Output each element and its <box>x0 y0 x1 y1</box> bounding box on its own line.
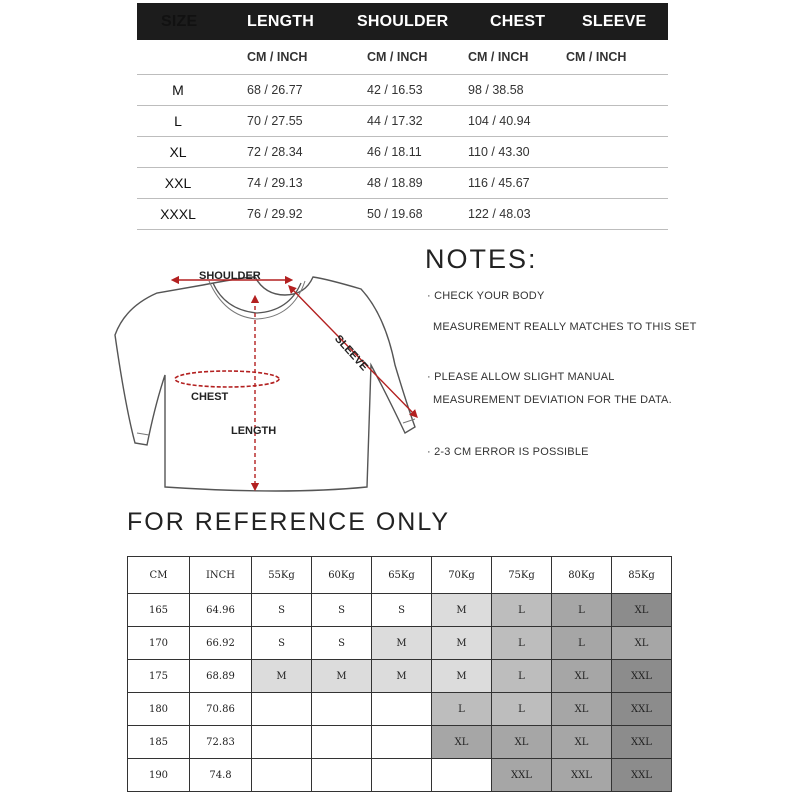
reference-cell: L <box>492 594 552 627</box>
size-row-l <box>137 106 668 137</box>
reference-header-cell: 85Kg <box>612 557 672 594</box>
chest-label: CHEST <box>191 391 229 403</box>
note-item: MEASUREMENT REALLY MATCHES TO THIS SET <box>433 321 697 333</box>
chest-cell: 98 / 38.58 <box>468 83 524 97</box>
note-item: · PLEASE ALLOW SLIGHT MANUAL <box>427 371 615 383</box>
shoulder-cell: 50 / 19.68 <box>367 207 423 221</box>
reference-cell: L <box>492 627 552 660</box>
reference-cell <box>432 759 492 792</box>
length-label: LENGTH <box>231 425 277 437</box>
shoulder-cell: 42 / 16.53 <box>367 83 423 97</box>
reference-header-cell: 70Kg <box>432 557 492 594</box>
note-item: · CHECK YOUR BODY <box>427 290 545 302</box>
size-row-xxl <box>137 168 668 199</box>
reference-cell: 180 <box>128 693 190 726</box>
length-cell: 70 / 27.55 <box>247 114 303 128</box>
reference-row <box>128 693 672 726</box>
size-cell: M <box>172 82 184 98</box>
reference-cell <box>252 726 312 759</box>
reference-cell: 185 <box>128 726 190 759</box>
length-cell: 76 / 29.92 <box>247 207 303 221</box>
reference-cell: XXL <box>612 660 672 693</box>
reference-cell: S <box>252 594 312 627</box>
size-cell: L <box>174 113 182 129</box>
reference-cell: M <box>312 660 372 693</box>
reference-cell: M <box>372 627 432 660</box>
reference-header-cell: 80Kg <box>552 557 612 594</box>
reference-cell: XXL <box>552 759 612 792</box>
reference-cell: 70.86 <box>190 693 252 726</box>
reference-cell: S <box>312 627 372 660</box>
size-row-xl <box>137 137 668 168</box>
reference-cell: XXL <box>612 759 672 792</box>
length-cell: 74 / 29.13 <box>247 176 303 190</box>
size-row-m <box>137 75 668 106</box>
header-shoulder: SHOULDER <box>357 12 449 30</box>
size-cell: XXXL <box>160 206 196 222</box>
length-cell: 72 / 28.34 <box>247 145 303 159</box>
reference-header-cell: 60Kg <box>312 557 372 594</box>
size-chart-units-row <box>137 40 668 75</box>
reference-header-cell: 75Kg <box>492 557 552 594</box>
reference-cell <box>312 693 372 726</box>
shoulder-cell: 46 / 18.11 <box>367 145 422 159</box>
reference-cell: XL <box>612 627 672 660</box>
reference-cell: XXL <box>612 726 672 759</box>
reference-cell <box>312 759 372 792</box>
reference-table <box>127 556 672 792</box>
size-chart-table <box>137 3 668 230</box>
reference-cell: S <box>372 594 432 627</box>
reference-cell: M <box>432 660 492 693</box>
reference-row <box>128 759 672 792</box>
chest-cell: 122 / 48.03 <box>468 207 531 221</box>
unit-length: CM / INCH <box>247 50 308 64</box>
reference-cell: XL <box>552 726 612 759</box>
chest-cell: 104 / 40.94 <box>468 114 531 128</box>
notes-title: NOTES: <box>425 244 538 274</box>
reference-title: FOR REFERENCE ONLY <box>127 508 451 536</box>
reference-cell <box>372 726 432 759</box>
reference-cell: 190 <box>128 759 190 792</box>
reference-cell: XXL <box>492 759 552 792</box>
unit-shoulder: CM / INCH <box>367 50 428 64</box>
reference-cell: XL <box>552 660 612 693</box>
header-sleeve: SLEEVE <box>582 12 647 30</box>
shoulder-cell: 48 / 18.89 <box>367 176 423 190</box>
reference-cell: XL <box>552 693 612 726</box>
reference-cell: 165 <box>128 594 190 627</box>
reference-cell: 74.8 <box>190 759 252 792</box>
size-cell: XXL <box>164 175 192 191</box>
reference-cell: L <box>492 660 552 693</box>
reference-cell <box>252 759 312 792</box>
reference-cell: 72.83 <box>190 726 252 759</box>
reference-header-cell: INCH <box>190 557 252 594</box>
reference-header-cell: CM <box>128 557 190 594</box>
reference-cell: XL <box>612 594 672 627</box>
reference-cell: XL <box>432 726 492 759</box>
reference-cell: XXL <box>612 693 672 726</box>
reference-row <box>128 726 672 759</box>
unit-chest: CM / INCH <box>468 50 529 64</box>
header-chest: CHEST <box>490 12 546 30</box>
reference-cell: M <box>372 660 432 693</box>
unit-sleeve: CM / INCH <box>566 50 627 64</box>
reference-cell: M <box>252 660 312 693</box>
reference-cell: 66.92 <box>190 627 252 660</box>
size-row-xxxl <box>137 199 668 230</box>
reference-cell: 170 <box>128 627 190 660</box>
chest-cell: 116 / 45.67 <box>468 176 530 190</box>
reference-cell: 175 <box>128 660 190 693</box>
reference-cell: L <box>492 693 552 726</box>
size-chart-header-row <box>137 3 668 40</box>
reference-cell: 64.96 <box>190 594 252 627</box>
size-cell: XL <box>169 144 187 160</box>
reference-cell <box>252 693 312 726</box>
reference-cell: L <box>432 693 492 726</box>
reference-row <box>128 627 672 660</box>
chest-cell: 110 / 43.30 <box>468 145 530 159</box>
reference-cell: S <box>252 627 312 660</box>
reference-row <box>128 594 672 627</box>
reference-header-cell: 65Kg <box>372 557 432 594</box>
length-cell: 68 / 26.77 <box>247 83 303 97</box>
reference-cell: 68.89 <box>190 660 252 693</box>
reference-cell: M <box>432 594 492 627</box>
note-item: · 2-3 CM ERROR IS POSSIBLE <box>427 446 589 458</box>
shirt-outline-icon <box>95 255 425 500</box>
shoulder-cell: 44 / 17.32 <box>367 114 423 128</box>
reference-cell: S <box>312 594 372 627</box>
reference-cell: L <box>552 594 612 627</box>
reference-cell <box>372 693 432 726</box>
reference-header-row <box>128 557 672 594</box>
header-length: LENGTH <box>247 12 314 30</box>
reference-header-cell: 55Kg <box>252 557 312 594</box>
sleeve-label: SLEEVE <box>332 333 371 374</box>
shoulder-label: SHOULDER <box>199 270 261 282</box>
note-item: MEASUREMENT DEVIATION FOR THE DATA. <box>433 394 672 406</box>
reference-cell: XL <box>492 726 552 759</box>
reference-cell: L <box>552 627 612 660</box>
reference-cell <box>372 759 432 792</box>
reference-cell: M <box>432 627 492 660</box>
reference-row <box>128 660 672 693</box>
header-size: SIZE <box>161 12 198 30</box>
reference-cell <box>312 726 372 759</box>
measurement-diagram <box>95 255 425 500</box>
